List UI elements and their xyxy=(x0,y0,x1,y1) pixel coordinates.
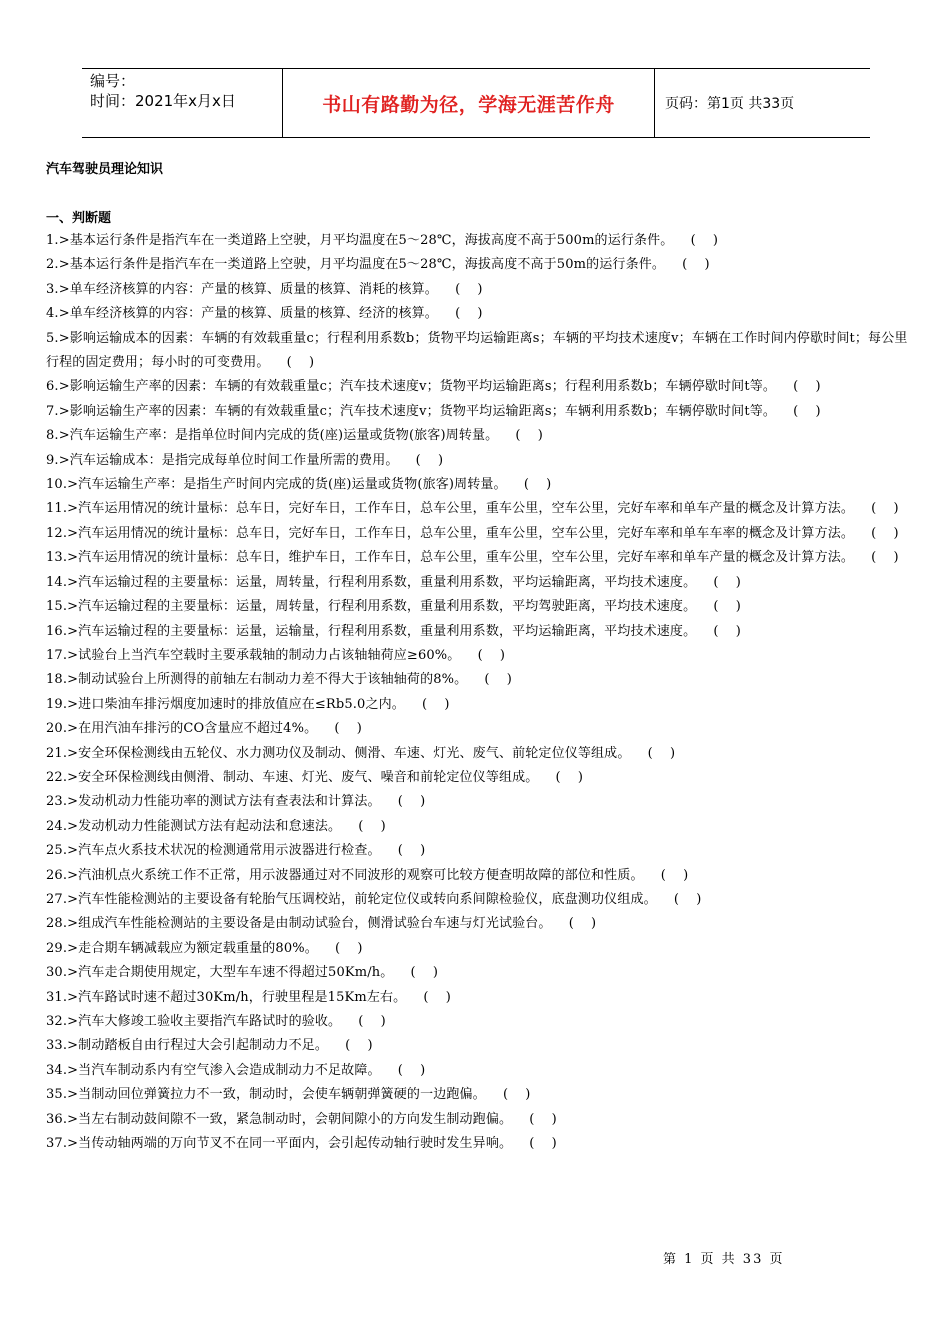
question-item: 3.>单车经济核算的内容：产量的核算、质量的核算、消耗的核算。 ( ) xyxy=(46,281,483,297)
question-item: 33.>制动踏板自由行程过大会引起制动力不足。 ( ) xyxy=(46,1038,373,1054)
question-item: 9.>汽车运输成本：是指完成每单位时间工作量所需的费用。 ( ) xyxy=(46,452,444,468)
question-item: 5.>影响运输成本的因素：车辆的有效载重量c；行程利用系数b；货物平均运输距离s；车辆的平均技术速度v；车辆在工作时间内停歇时间t；每公里行程的固定费用；每小时的可变费用。 ( ) xyxy=(46,330,908,371)
question-item: 24.>发动机动力性能测试方法有起动法和怠速法。 ( ) xyxy=(46,818,386,834)
page-number-label: 页码：第1页 共33页 xyxy=(665,96,795,112)
question-item: 37.>当传动轴两端的万向节叉不在同一平面内，会引起传动轴行驶时发生异响。 ( ) xyxy=(46,1136,557,1152)
question-item: 20.>在用汽油车排污的CO含量应不超过4%。 ( ) xyxy=(46,721,362,737)
question-item: 35.>当制动回位弹簧拉力不一致，制动时，会使车辆朝弹簧硬的一边跑偏。 ( ) xyxy=(46,1087,531,1103)
question-item: 23.>发动机动力性能功率的测试方法有查表法和计算法。 ( ) xyxy=(46,794,426,810)
question-item: 8.>汽车运输生产率：是指单位时间内完成的货(座)运量或货物(旅客)周转量。 ( ) xyxy=(46,428,543,444)
question-item: 21.>安全环保检测线由五轮仪、水力测功仪及制动、侧滑、车速、灯光、废气、前轮定位仪等组成。 ( ) xyxy=(46,745,676,761)
question-item: 11.>汽车运用情况的统计量标：总车日，完好车日，工作车日，总车公里，重车公里，空车公里，完好车率和单车产量的概念及计算方法。 ( ) xyxy=(46,501,899,517)
question-item: 34.>当汽车制动系内有空气渗入会造成制动力不足故障。 ( ) xyxy=(46,1062,426,1078)
question-item: 12.>汽车运用情况的统计量标：总车日，完好车日，工作车日，总车公里，重车公里，空车公里，完好车率和单车车率的概念及计算方法。 ( ) xyxy=(46,525,899,541)
section-title: 一、判断题 xyxy=(46,211,112,226)
header-motto-cell xyxy=(282,69,655,137)
question-list xyxy=(46,229,908,1156)
question-item: 4.>单车经济核算的内容：产量的核算、质量的核算、经济的核算。 ( ) xyxy=(46,306,483,322)
date-label: 时间：2021年x月x日 xyxy=(90,92,236,110)
question-item: 13.>汽车运用情况的统计量标：总车日，维护车日，工作车日，总车公里，重车公里，空车公里，完好车率和单车产量的概念及计算方法。 ( ) xyxy=(46,550,899,566)
header-meta xyxy=(82,69,282,137)
question-item: 25.>汽车点火系技术状况的检测通常用示波器进行检查。 ( ) xyxy=(46,843,426,859)
question-item: 10.>汽车运输生产率：是指生产时间内完成的货(座)运量或货物(旅客)周转量。 ( ) xyxy=(46,477,552,493)
question-item: 36.>当左右制动鼓间隙不一致，紧急制动时，会朝间隙小的方向发生制动跑偏。 ( ) xyxy=(46,1111,557,1127)
page-footer: 第 1 页 共 33 页 xyxy=(663,1252,785,1267)
question-item: 14.>汽车运输过程的主要量标：运量，周转量，行程利用系数，重量利用系数，平均运输距离，平均技术速度。 ( ) xyxy=(46,574,741,590)
question-item: 1.>基本运行条件是指汽车在一类道路上空驶，月平均温度在5～28℃，海拔高度不高于500m的运行条件。 ( ) xyxy=(46,233,719,248)
question-item: 27.>汽车性能检测站的主要设备有轮胎气压调校站，前轮定位仪或转向系间隙检验仪，底盘测功仪组成。 ( ) xyxy=(46,891,702,907)
serial-number-label: 编号： xyxy=(90,72,136,90)
question-item: 19.>进口柴油车排污烟度加速时的排放值应在≤Rb5.0之内。 ( ) xyxy=(46,696,450,712)
question-item: 28.>组成汽车性能检测站的主要设备是由制动试验台，侧滑试验台车速与灯光试验台。 ( ) xyxy=(46,916,597,932)
question-item: 6.>影响运输生产率的因素：车辆的有效载重量c；汽车技术速度v；货物平均运输距离s；行程利用系数b；车辆停歇时间t等。 ( ) xyxy=(46,379,821,395)
motto-text: 书山有路勤为径，学海无涯苦作舟 xyxy=(322,93,615,116)
question-item: 16.>汽车运输过程的主要量标：运量，运输量，行程利用系数，重量利用系数，平均运输距离，平均技术速度。 ( ) xyxy=(46,623,741,639)
page-header xyxy=(82,68,870,138)
question-item: 22.>安全环保检测线由侧滑、制动、车速、灯光、废气、噪音和前轮定位仪等组成。 ( ) xyxy=(46,769,584,785)
question-item: 2.>基本运行条件是指汽车在一类道路上空驶，月平均温度在5～28℃，海拔高度不高于50m的运行条件。 ( ) xyxy=(46,257,710,273)
header-page-info xyxy=(655,69,870,137)
question-item: 7.>影响运输生产率的因素：车辆的有效载重量c；汽车技术速度v；货物平均运输距离s；车辆利用系数b；车辆停歇时间t等。 ( ) xyxy=(46,403,821,419)
question-item: 18.>制动试验台上所测得的前轴左右制动力差不得大于该轴轴荷的8%。 ( ) xyxy=(46,672,512,688)
question-item: 31.>汽车路试时速不超过30Km/h，行驶里程是15Km左右。 ( ) xyxy=(46,989,451,1005)
question-item: 15.>汽车运输过程的主要量标：运量，周转量，行程利用系数，重量利用系数，平均驾驶距离，平均技术速度。 ( ) xyxy=(46,599,741,615)
question-item: 30.>汽车走合期使用规定，大型车车速不得超过50Km/h。 ( ) xyxy=(46,965,439,981)
question-item: 32.>汽车大修竣工验收主要指汽车路试时的验收。 ( ) xyxy=(46,1014,386,1029)
question-item: 29.>走合期车辆减载应为额定载重量的80%。 ( ) xyxy=(46,940,363,956)
question-item: 17.>试验台上当汽车空载时主要承载轴的制动力占该轴轴荷应≥60%。 ( ) xyxy=(46,647,506,663)
document-title: 汽车驾驶员理论知识 xyxy=(46,162,164,177)
question-item: 26.>汽油机点火系统工作不正常，用示波器通过对不同波形的观察可比较方便查明故障的部位和性质。 ( ) xyxy=(46,867,689,883)
